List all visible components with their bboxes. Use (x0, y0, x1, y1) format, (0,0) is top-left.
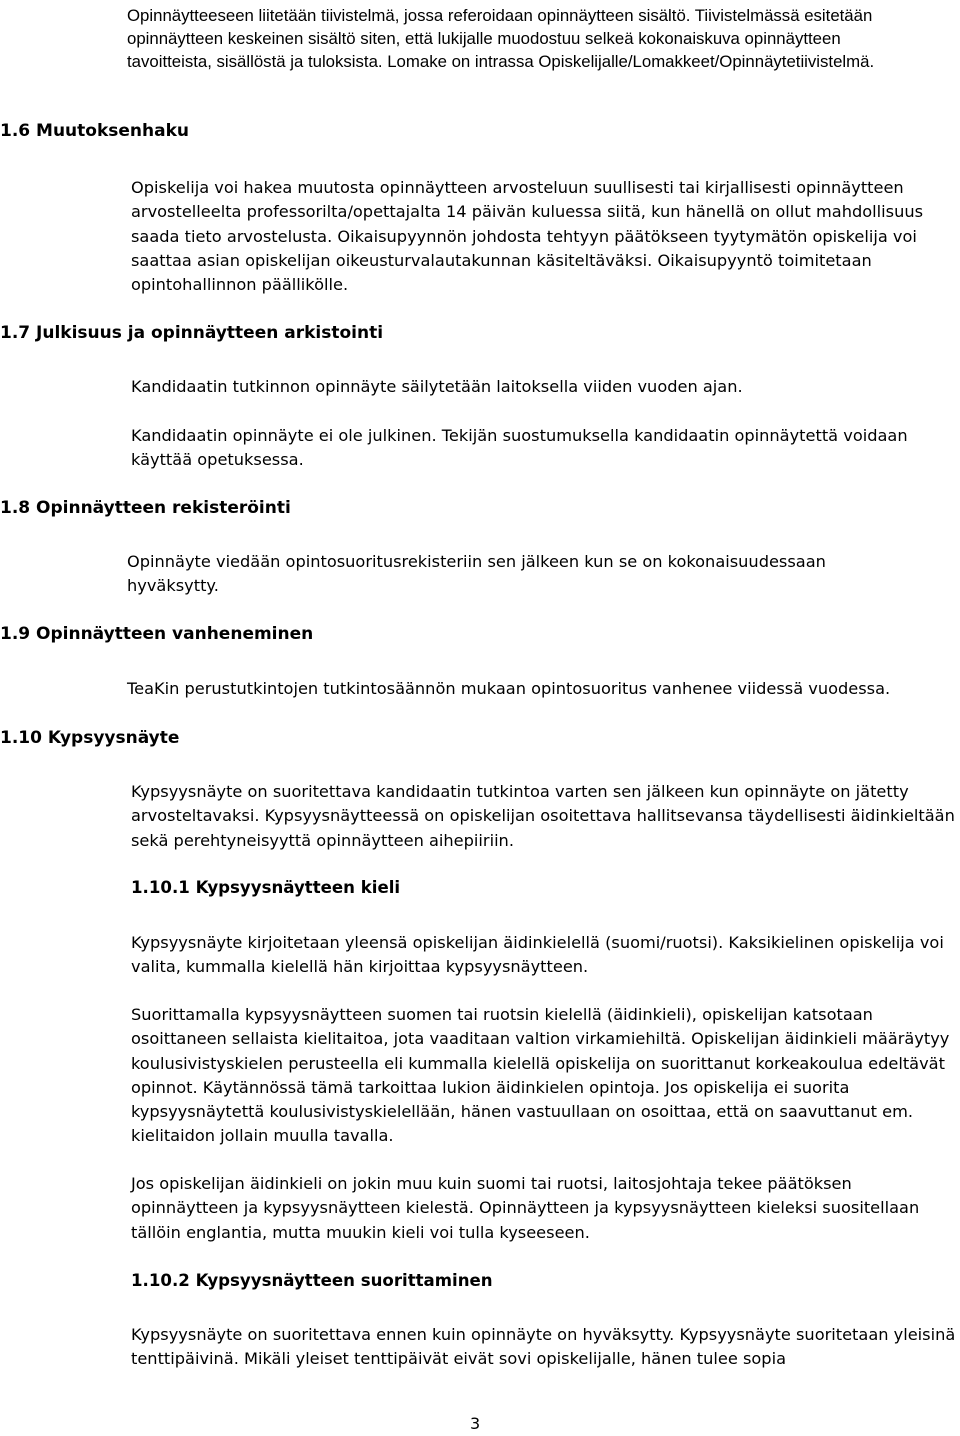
vanheneminen-paragraph: TeaKin perustutkintojen tutkintosäännön mukaan opintosuoritus vanhenee viidessä vuodessa. (127, 679, 891, 698)
section-heading-1-9: 1.9 Opinnäytteen vanheneminen (0, 624, 314, 644)
suorittaminen-paragraph: Kypsyysnäyte on suoritettava ennen kuin opinnäyte on hyväksytty. Kypsyysnäyte suoritetaan yleisinä tenttipäivinä. Mikäli yleiset tenttipäivät eivät sovi opiskelijalle, hänen tulee sopia (131, 1325, 956, 1369)
arkistointi-paragraph: Kandidaatin tutkinnon opinnäyte säilytetään laitoksella viiden vuoden ajan. (131, 377, 743, 396)
page-number: 3 (470, 1414, 481, 1433)
julkisuus-paragraph: Kandidaatin opinnäyte ei ole julkinen. Tekijän suostumuksella kandidaatin opinnäytettä voidaan käyttää opetuksessa. (131, 426, 908, 470)
subsection-heading-1-10-1: 1.10.1 Kypsyysnäytteen kieli (131, 878, 401, 897)
kieli-paragraph-2: Suorittamalla kypsyysnäytteen suomen tai ruotsin kielellä (äidinkieli), opiskelijan katsotaan osoittaneen sellaista kielitaitoa, jota vaaditaan valtion virkamiehiltä. Opiskelijan äidinkieli määräytyy koulusivistyskielen perusteella eli kummalla kielellä opiskelija on suorittanut korkeakoulua edeltävät opinnot. Käytännössä tämä tarkoittaa lukion äidinkielen opintoja. Jos opiskelija ei suorita kypsyysnäytettä koulusivistyskielellään, hänen vastuullaan on osoittaa, että on saavuttanut em. kielitaidon jollain muulla tavalla. (131, 1005, 950, 1146)
kypsyysnayte-paragraph: Kypsyysnäyte on suoritettava kandidaatin tutkintoa varten sen jälkeen kun opinnäyte on jätetty arvosteltavaksi. Kypsyysnäytteessä on opiskelijan osoitettava hallitsevansa täydellisesti äidinkieltään sekä perehtyneisyyttä opinnäytteen aihepiiriin. (131, 782, 955, 850)
subsection-heading-1-10-2: 1.10.2 Kypsyysnäytteen suorittaminen (131, 1271, 493, 1290)
section-heading-1-10: 1.10 Kypsyysnäyte (0, 728, 180, 748)
muutoksenhaku-paragraph: Opiskelija voi hakea muutosta opinnäytteen arvosteluun suullisesti tai kirjallisesti opinnäytteen arvostelleelta professorilta/opettajalta 14 päivän kuluessa siitä, kun hänellä on ollut mahdollisuus saada tieto arvostelusta. Oikaisupyynnön johdosta tehtyyn päätökseen tyytymätön opiskelija voi saattaa asian opiskelijan oikeusturvalautakunnan käsiteltäväksi. Oikaisupyyntö toimitetaan opintohallinnon päällikölle. (131, 178, 924, 295)
kieli-paragraph-1: Kypsyysnäyte kirjoitetaan yleensä opiskelijan äidinkielellä (suomi/ruotsi). Kaksikielinen opiskelija voi valita, kummalla kielellä hän kirjoittaa kypsyysnäytteen. (131, 933, 944, 977)
kieli-paragraph-3: Jos opiskelijan äidinkieli on jokin muu kuin suomi tai ruotsi, laitosjohtaja tekee päätöksen opinnäytteen ja kypsyysnäytteen kielestä. Opinnäytteen ja kypsyysnäytteen kieleksi suositellaan tällöin englantia, mutta muukin kieli voi tulla kyseeseen. (131, 1174, 920, 1242)
section-heading-1-8: 1.8 Opinnäytteen rekisteröinti (0, 498, 291, 518)
section-heading-1-6: 1.6 Muutoksenhaku (0, 121, 190, 141)
rekisterointi-paragraph: Opinnäyte viedään opintosuoritusrekisteriin sen jälkeen kun se on kokonaisuudessaan hyväksytty. (127, 552, 826, 596)
intro-paragraph: Opinnäytteeseen liitetään tiivistelmä, jossa referoidaan opinnäytteen sisältö. Tiivistelmässä esitetään opinnäytteen keskeinen sisältö siten, että lukijalle muodostuu selkeä kokonaiskuva opinnäytteen tavoitteista, sisällöstä ja tuloksista. Lomake on intrassa Opiskelijalle/Lomakkeet/Opinnäytetiivistelmä. (127, 6, 875, 71)
section-heading-1-7: 1.7 Julkisuus ja opinnäytteen arkistointi (0, 323, 384, 343)
